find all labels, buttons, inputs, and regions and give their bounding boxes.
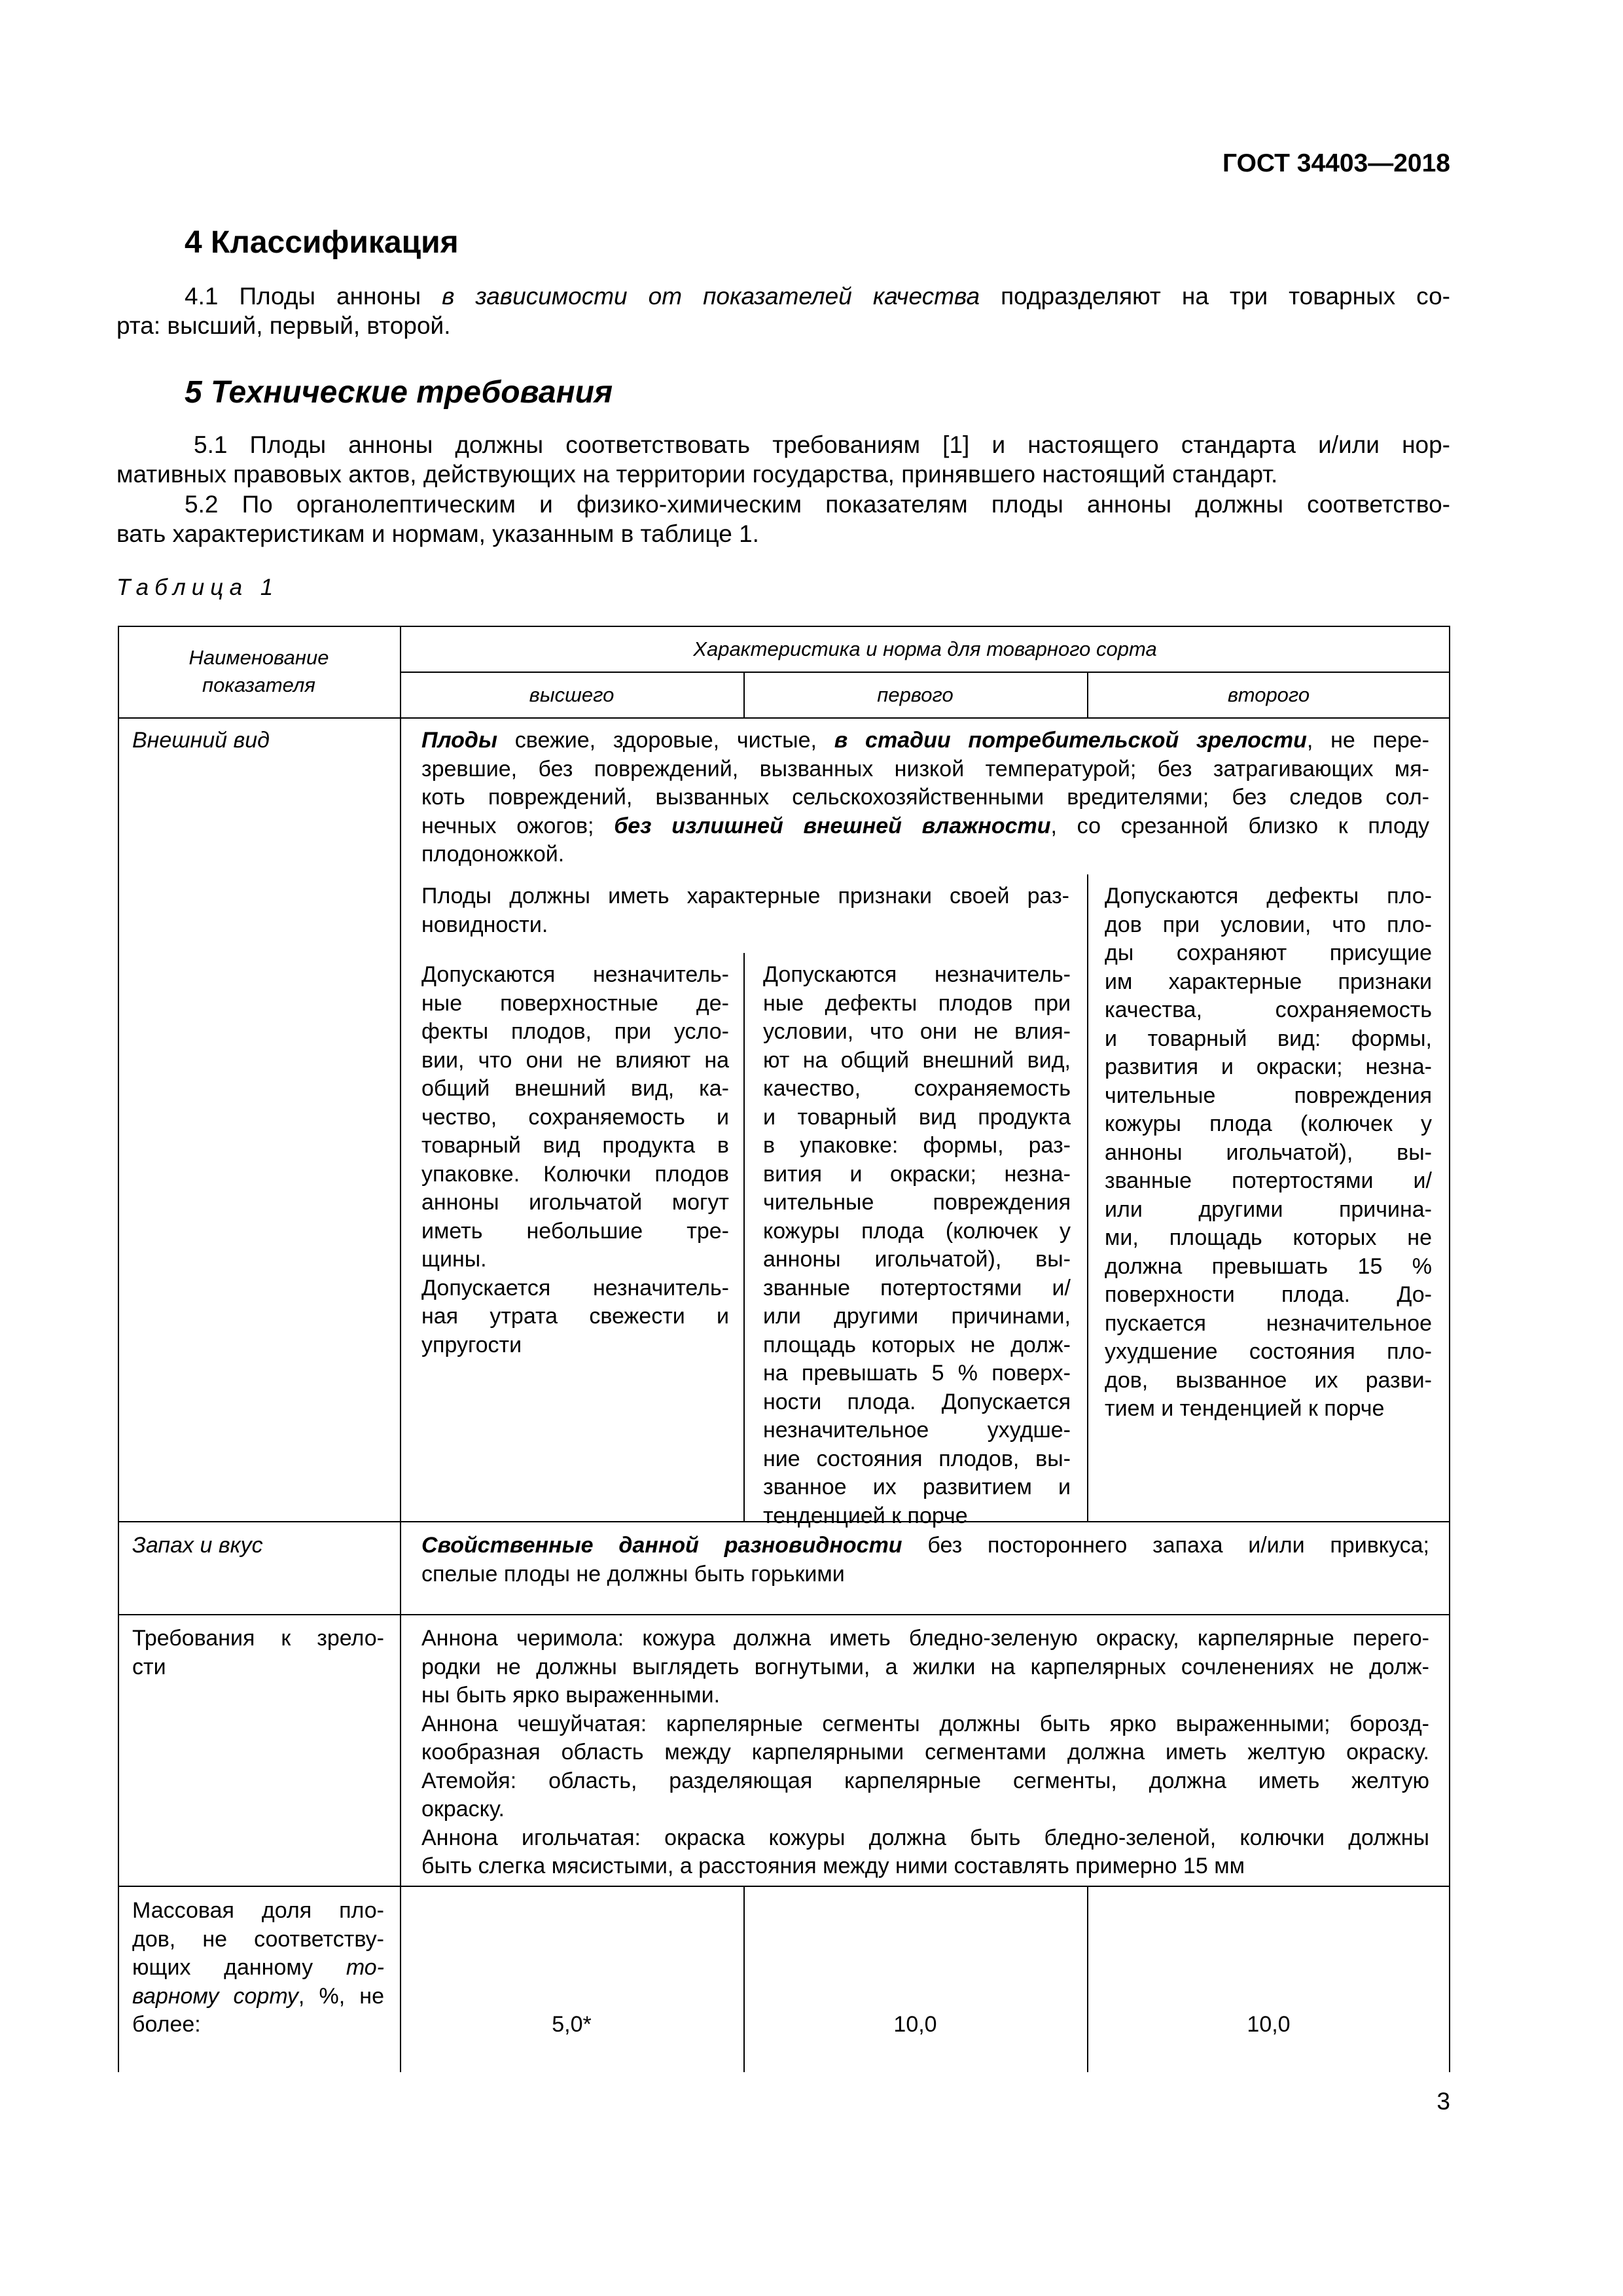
header-grade-group: Характеристика и норма для товарного сорта (693, 637, 1157, 660)
appearance-highest-line: ная утрата свежести и (421, 1304, 729, 1329)
header-grade-second: второго (1227, 683, 1310, 706)
appearance-text-1: свежие, здоровые, чистые, (497, 728, 834, 753)
table-line-row-2 (118, 1614, 1450, 1615)
appearance-second-line: развития и окраски; незна- (1105, 1054, 1432, 1079)
clause-5-2-line1: 5.2 По органолептическим и физико-химическим показателям плоды анноны должны соответство- (185, 491, 1450, 518)
row-appearance-second (1105, 882, 1432, 1424)
appearance-line-4c: , со срезанной близко к плоду (1050, 813, 1429, 838)
appearance-first-line: ные дефекты плодов при (763, 990, 1071, 1016)
table-divider-grade-1-mass (743, 1886, 745, 2072)
appearance-first-line: тенденцией к порче (763, 1503, 968, 1528)
appearance-second-line: ухудшение состояния пло- (1105, 1339, 1432, 1364)
appearance-second-line: дов, вызванное их разви- (1105, 1367, 1432, 1393)
appearance-second-line: должна превышать 15 % (1105, 1253, 1432, 1279)
appearance-first-line: и товарный вид продукта (763, 1104, 1071, 1130)
clause-5-1-line2: мативных правовых актов, действующих на территории государства, принявшего настоящий стандарт. (116, 461, 1278, 488)
appearance-highest-line: иметь небольшие тре- (421, 1218, 729, 1244)
table-divider-grade-2-mass (1087, 1886, 1088, 2072)
row-smell-name: Запах и вкус (132, 1533, 263, 1558)
appearance-highest-line: упаковке. Колючки плодов (421, 1161, 729, 1187)
ripeness-name-line-2: сти (132, 1654, 166, 1679)
appearance-line-3: коть повреждений, вызванных сельскохозяйственными вредителями; без следов сол- (421, 785, 1429, 810)
appearance-second-line: им характерные признаки (1105, 969, 1432, 994)
appearance-first-line: чительные повреждения (763, 1190, 1071, 1215)
ripeness-line: кообразная область между карпелярными сегментами должна иметь желтую окраску. (421, 1740, 1429, 1765)
document-code: ГОСТ 34403—2018 (1222, 149, 1450, 177)
table-line-header-bottom (118, 717, 1450, 719)
row-appearance-highest (421, 961, 729, 1359)
clause-5-1 (116, 430, 1450, 489)
appearance-first-line: Допускаются незначитель- (763, 962, 1071, 987)
mass-name-line-4a: варному сорту (132, 1983, 298, 2009)
appearance-first-line: незначительное ухудше- (763, 1418, 1071, 1443)
appearance-second-line: Допускаются дефекты пло- (1105, 884, 1432, 908)
appearance-first-line: ние состояния плодов, вы- (763, 1446, 1071, 1471)
mass-name-line-3b: то- (346, 1955, 384, 1980)
appearance-highest-line: упругости (421, 1332, 522, 1357)
header-grade-highest: высшего (529, 683, 615, 706)
table-divider-grade-1-appearance (743, 953, 745, 1521)
clause-4-1-text-a: 4.1 Плоды анноны (185, 283, 442, 310)
row-appearance-first-two (421, 882, 1069, 939)
mass-name-line-4b: , %, не (298, 1983, 384, 2009)
table-caption: Таблица 1 (116, 575, 279, 600)
appearance-highest-line: Допускаются незначитель- (421, 962, 729, 987)
ripeness-line: родки не должны выглядеть вогнутыми, а жилки на карпелярных сочленениях не долж- (421, 1654, 1429, 1679)
appearance-line-4a: нечных ожогов; (421, 813, 615, 838)
appearance-first-line: вития и окраски; незна- (763, 1161, 1071, 1187)
appearance-second-line: поверхности плода. До- (1105, 1282, 1432, 1307)
row-appearance-name: Внешний вид (132, 728, 270, 753)
appearance-second-line: ды сохраняют присущие (1105, 941, 1432, 965)
table-divider-name (400, 626, 401, 2072)
appearance-highest-line: щины. (421, 1247, 487, 1272)
row-smell-value (421, 1532, 1429, 1588)
clause-5-2 (116, 490, 1450, 548)
row-appearance-common (421, 726, 1429, 869)
quality-table (118, 626, 1450, 2072)
appearance-second-line: пускается незначительное (1105, 1310, 1432, 1336)
appearance-second-line: дов при условии, что пло- (1105, 912, 1432, 937)
appearance-first-line: анноны игольчатой), вы- (763, 1247, 1071, 1272)
smell-line-2: спелые плоды не должны быть горькими (421, 1561, 845, 1587)
section-5-title: 5 Технические требования (185, 375, 613, 410)
mass-name-line-1: Массовая доля пло- (132, 1898, 384, 1923)
appearance-first-line: на превышать 5 % поверх- (763, 1361, 1071, 1386)
header-indicator-name-line1: Наименование (188, 646, 329, 669)
appearance-first-two-line-1: Плоды должны иметь характерные признаки своей раз- (421, 884, 1069, 908)
appearance-bold-2: в стадии потребительской зрелости (834, 728, 1307, 753)
appearance-highest-line: товарный вид продукта в (421, 1133, 729, 1158)
page-number: 3 (1436, 2088, 1450, 2115)
table-border-left (118, 626, 119, 2072)
header-grade-first: первого (877, 683, 954, 706)
row-ripeness-name (132, 1624, 384, 1681)
appearance-first-line: площадь которых не долж- (763, 1332, 1071, 1357)
mass-value-first: 10,0 (893, 2012, 937, 2037)
header-indicator-name (118, 644, 400, 699)
appearance-second-line: званные потертостями и/ (1105, 1168, 1432, 1193)
appearance-highest-line: ные поверхностные де- (421, 990, 729, 1016)
appearance-second-line: анноны игольчатой), вы- (1105, 1139, 1432, 1165)
appearance-first-line: в упаковке: формы, раз- (763, 1133, 1071, 1158)
mass-name-line-2: дов, не соответству- (132, 1926, 384, 1952)
appearance-line-2: зревшие, без повреждений, вызванных низкой температурой; без затрагивающих мя- (421, 756, 1429, 781)
table-divider-grade-2-appearance (1087, 874, 1088, 1521)
clause-4-1 (116, 281, 1450, 340)
appearance-text-2: , не пере- (1306, 728, 1429, 753)
ripeness-line: ны быть ярко выраженными. (421, 1683, 721, 1708)
appearance-second-line: тием и тенденцией к порче (1105, 1396, 1385, 1421)
appearance-first-line: ности плода. Допускается (763, 1389, 1071, 1414)
appearance-highest-line: вии, что они не влияют на (421, 1047, 729, 1073)
appearance-first-line: качество, сохраняемость (763, 1076, 1071, 1101)
smell-text: без постороннего запаха и/или привкуса; (902, 1533, 1429, 1558)
appearance-first-line: или другими причинами, (763, 1304, 1071, 1329)
clause-5-1-line1: 5.1 Плоды анноны должны соответствовать требованиям [1] и настоящего стандарта и/или нор- (194, 431, 1450, 458)
table-border-top (118, 626, 1450, 627)
appearance-first-line: условии, что они не влия- (763, 1019, 1071, 1044)
appearance-second-line: ми, площадь которых не (1105, 1225, 1432, 1250)
row-ripeness-value (421, 1624, 1429, 1881)
appearance-highest-line: анноны игольчатой могут (421, 1190, 729, 1215)
appearance-second-line: или другими причина- (1105, 1196, 1432, 1222)
appearance-first-two-line-2: новидности. (421, 912, 548, 937)
mass-name-line-5: более: (132, 2012, 201, 2037)
ripeness-line: Аннона черимола: кожура должна иметь бледно-зеленую окраску, карпелярные перего- (421, 1626, 1429, 1651)
clause-4-1-text-c: подразделяют на три товарных со- (980, 283, 1451, 310)
appearance-highest-line: общий внешний вид, ка- (421, 1076, 729, 1101)
row-appearance-first (763, 961, 1071, 1530)
table-line-subheader (400, 672, 1450, 673)
appearance-second-line: кожуры плода (колючек у (1105, 1111, 1432, 1136)
clause-4-1-line2: рта: высший, первый, второй. (116, 312, 451, 339)
appearance-second-line: качества, сохраняемость (1105, 997, 1432, 1022)
appearance-first-line: званное их развитием и (763, 1475, 1071, 1499)
ripeness-line: Аннона чешуйчатая: карпелярные сегменты должны быть ярко выраженными; борозд- (421, 1711, 1429, 1736)
appearance-second-line: чительные повреждения (1105, 1083, 1432, 1108)
header-indicator-name-line2: показателя (202, 673, 315, 696)
appearance-line-5: плодоножкой. (421, 842, 565, 867)
appearance-first-line: кожуры плода (колючек у (763, 1218, 1071, 1244)
mass-value-second: 10,0 (1247, 2012, 1291, 2037)
ripeness-line: быть слегка мясистыми, а расстояния между ними составлять примерно 15 мм (421, 1854, 1245, 1878)
smell-bold: Свойственные данной разновидности (421, 1533, 902, 1558)
ripeness-line: Аннона игольчатая: окраска кожуры должна быть бледно-зеленой, колючки должны (421, 1825, 1429, 1850)
appearance-second-line: и товарный вид: формы, (1105, 1026, 1432, 1051)
appearance-highest-line: Допускается незначитель- (421, 1275, 729, 1300)
ripeness-name-line-1: Требования к зрело- (132, 1626, 384, 1651)
row-mass-name (132, 1897, 384, 2039)
clause-5-2-line2: вать характеристикам и нормам, указанным в таблице 1. (116, 520, 759, 547)
section-4-title: 4 Классификация (185, 225, 459, 260)
mass-name-line-3a: ющих данному (132, 1955, 346, 1980)
clause-4-1-emphasis: в зависимости от показателей качества (442, 283, 980, 310)
appearance-bold-3: без излишней внешней влажности (614, 813, 1051, 838)
mass-value-highest: 5,0* (552, 2012, 592, 2037)
table-border-right (1449, 626, 1450, 2072)
appearance-highest-line: чество, сохраняемость и (421, 1104, 729, 1130)
ripeness-line: Атемойя: область, разделяющая карпелярные сегменты, должна иметь желтую (421, 1768, 1429, 1793)
appearance-bold-1: Плоды (421, 728, 497, 753)
appearance-highest-line: фекты плодов, при усло- (421, 1019, 729, 1044)
table-line-row-3 (118, 1886, 1450, 1887)
ripeness-line: окраску. (421, 1797, 505, 1821)
appearance-first-line: ют на общий внешний вид, (763, 1047, 1071, 1073)
appearance-first-line: званные потертостями и/ (763, 1275, 1071, 1300)
